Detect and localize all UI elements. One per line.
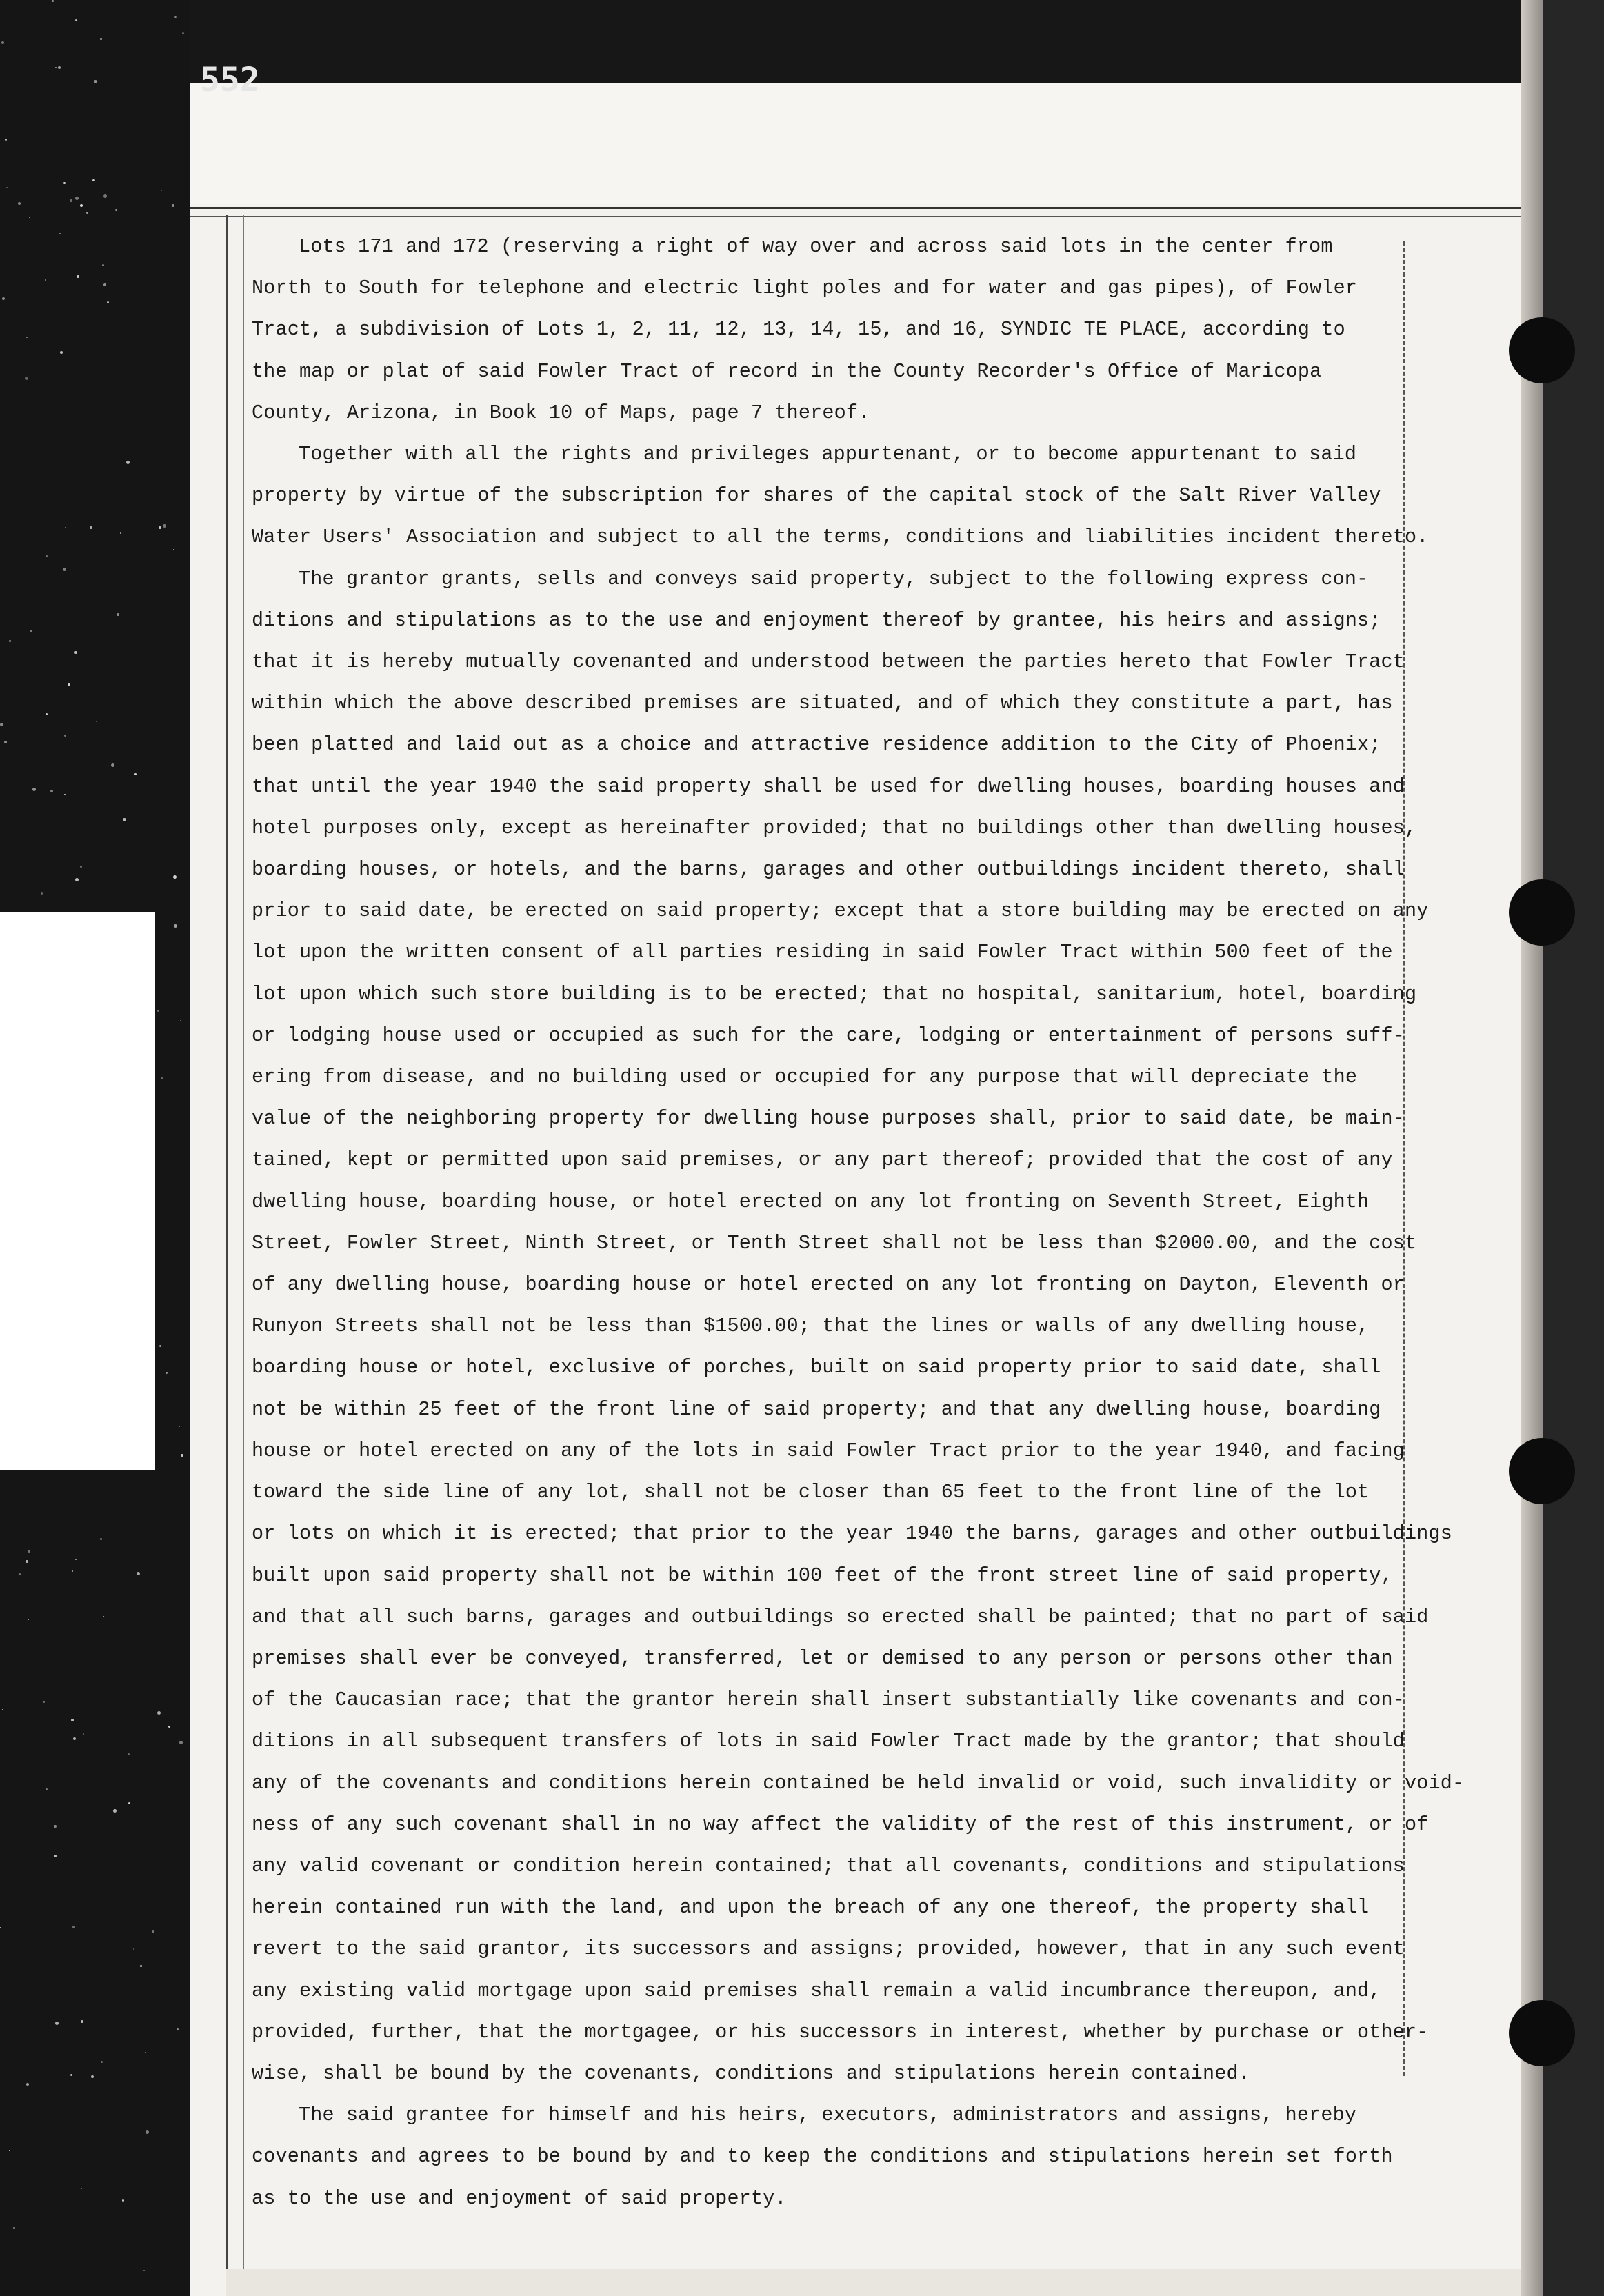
text-line: dwelling house, boarding house, or hotel erected on any lot fronting on Seventh Street, Eighth xyxy=(252,1190,1370,1213)
text-line: ditions in all subsequent transfers of lots in said Fowler Tract made by the grantor; that should xyxy=(252,1730,1405,1753)
text-line: revert to the said grantor, its successors and assigns; provided, however, that in any such event xyxy=(252,1937,1405,1961)
scan-speck xyxy=(80,866,82,868)
text-line: that until the year 1940 the said property shall be used for dwelling houses, boarding houses and xyxy=(252,775,1405,798)
scan-speck xyxy=(46,1788,48,1790)
scan-speck xyxy=(46,713,48,715)
scan-speck xyxy=(75,1559,77,1560)
text-line: or lodging house used or occupied as such for the care, lodging or entertainment of persons suff- xyxy=(252,1024,1405,1047)
scan-speck xyxy=(0,723,3,726)
scan-speck xyxy=(32,788,36,791)
scan-speck xyxy=(13,2227,15,2229)
scan-speck xyxy=(50,790,53,792)
scan-speck xyxy=(75,19,77,21)
text-line: prior to said date, be erected on said property; except that a store building may be erected on any xyxy=(252,899,1429,923)
scan-speck xyxy=(103,283,106,286)
text-line: Lots 171 and 172 (reserving a right of way over and across said lots in the center from xyxy=(299,235,1333,258)
scan-speck xyxy=(29,217,30,218)
scan-speck xyxy=(70,2074,72,2076)
scan-speck xyxy=(4,741,7,743)
paragraph-covenants xyxy=(252,559,1465,2095)
scan-speck xyxy=(123,818,126,821)
text-line: covenants and agrees to be bound by and to keep the conditions and stipulations herein set forth xyxy=(252,2145,1393,2168)
scan-speck xyxy=(2,297,5,300)
text-line: Runyon Streets shall not be less than $1500.00; that the lines or walls of any dwelling house, xyxy=(252,1315,1370,1338)
scan-speck xyxy=(128,1802,130,1804)
scan-speck xyxy=(122,2199,124,2202)
scan-speck xyxy=(179,1741,183,1744)
scan-speck xyxy=(80,204,83,207)
scan-speck xyxy=(94,80,97,83)
scan-speck xyxy=(43,1701,45,1703)
scan-speck xyxy=(75,197,79,200)
text-line: or lots on which it is erected; that prior to the year 1940 the barns, garages and other outbuildings xyxy=(252,1522,1452,1546)
scan-speck xyxy=(54,1825,57,1828)
scan-speck xyxy=(113,1809,117,1813)
punch-hole xyxy=(1509,2000,1575,2066)
text-line: of the Caucasian race; that the grantor herein shall insert substantially like covenants and con- xyxy=(252,1688,1405,1712)
scan-speck xyxy=(25,377,28,380)
scan-speck xyxy=(179,1426,180,1427)
text-line: ness of any such covenant shall in no way affect the validity of the rest of this instrument, or of xyxy=(252,1813,1429,1836)
text-line: Water Users' Association and subject to all the terms, conditions and liabilities incident thereto. xyxy=(252,526,1429,549)
scan-speck xyxy=(9,2150,10,2151)
top-paper-strip xyxy=(190,83,1521,204)
text-line: that it is hereby mutually covenanted and understood between the parties hereto that Fowler Tract xyxy=(252,650,1405,674)
scan-speck xyxy=(58,66,61,69)
text-line: and that all such barns, garages and outbuildings so erected shall be painted; that no part of said xyxy=(252,1605,1429,1628)
scan-speck xyxy=(71,1719,74,1721)
scan-speck xyxy=(81,2188,82,2189)
paragraph-legal-description xyxy=(252,226,1400,434)
scan-speck xyxy=(173,549,174,550)
scan-speck xyxy=(86,212,88,214)
top-scan-border xyxy=(190,0,1521,83)
text-line: house or hotel erected on any of the lots in said Fowler Tract prior to the year 1940, and facing xyxy=(252,1439,1405,1462)
scan-speck xyxy=(174,16,177,18)
scan-speck xyxy=(55,67,57,68)
scan-speck xyxy=(28,1619,29,1620)
punch-hole xyxy=(1509,879,1575,946)
scan-speck xyxy=(52,0,54,2)
scan-speck xyxy=(74,651,77,654)
scan-speck xyxy=(59,233,61,234)
scan-speck xyxy=(45,279,46,281)
scan-speck xyxy=(2,1709,3,1710)
scan-speck xyxy=(102,264,104,266)
left-margin-line xyxy=(226,215,228,2277)
text-line: toward the side line of any lot, shall not be closer than 65 feet to the front line of the lot xyxy=(252,1481,1370,1504)
scan-speck xyxy=(103,1616,104,1617)
text-line: ditions and stipulations as to the use and enjoyment thereof by grantee, his heirs and assigns; xyxy=(252,608,1381,632)
deed-body xyxy=(252,226,1465,2219)
scan-speck xyxy=(1,41,4,44)
text-line: the map or plat of said Fowler Tract of record in the County Recorder's Office of Maricopa xyxy=(252,359,1322,383)
header-rule xyxy=(190,207,1521,217)
text-line: not be within 25 feet of the front line of said property; and that any dwelling house, boarding xyxy=(252,1397,1381,1421)
scan-speck xyxy=(72,1570,73,1572)
scan-speck xyxy=(182,32,184,34)
scan-speck xyxy=(72,1926,75,1928)
scan-speck xyxy=(180,1020,181,1021)
scan-speck xyxy=(120,532,121,534)
text-line: wise, shall be bound by the covenants, conditions and stipulations herein contained. xyxy=(252,2062,1250,2085)
scan-speck xyxy=(60,351,63,354)
text-line: The grantor grants, sells and conveys said property, subject to the following express con- xyxy=(299,567,1369,590)
scan-speck xyxy=(28,1550,30,1553)
scan-speck xyxy=(181,1454,183,1457)
paragraph-water-rights xyxy=(252,434,1429,559)
text-line: lot upon which such store building is to be erected; that no hospital, sanitarium, hotel, boarding xyxy=(252,982,1417,1006)
scan-speck xyxy=(64,794,66,795)
scan-speck xyxy=(126,461,130,464)
scan-speck xyxy=(30,630,32,632)
right-margin-line xyxy=(1403,241,1405,2076)
text-line: any valid covenant or condition herein contained; that all covenants, conditions and stipulations xyxy=(252,1854,1405,1877)
scan-speck xyxy=(140,1965,142,1967)
scan-speck xyxy=(137,1572,140,1575)
scan-speck xyxy=(6,187,8,188)
text-line: Together with all the rights and privileges appurtenant, or to become appurtenant to said xyxy=(299,443,1357,466)
scan-speck xyxy=(90,526,92,529)
scan-speck xyxy=(26,2083,29,2086)
punch-hole xyxy=(1509,1438,1575,1504)
text-line: North to South for telephone and electric light poles and for water and gas pipes), of Fowler xyxy=(252,277,1358,300)
page-number: 552 xyxy=(200,61,260,99)
scan-speck xyxy=(157,1010,159,1012)
text-line: The said grantee for himself and his heirs, executors, administrators and assigns, hereby xyxy=(299,2104,1357,2127)
text-line: value of the neighboring property for dwelling house purposes shall, prior to said date, be main- xyxy=(252,1107,1405,1130)
scan-speck xyxy=(81,2020,83,2023)
punch-hole xyxy=(1509,317,1575,383)
scan-speck xyxy=(117,613,119,616)
scan-speck xyxy=(5,139,7,141)
scan-speck xyxy=(46,555,48,557)
text-line: tained, kept or permitted upon said premises, or any part thereof; provided that the cost of any xyxy=(252,1148,1393,1172)
scan-speck xyxy=(177,2028,179,2030)
text-line: premises shall ever be conveyed, transferred, let or demised to any person or persons other than xyxy=(252,1646,1393,1670)
scan-speck xyxy=(75,878,79,881)
scan-speck xyxy=(103,194,107,198)
scan-speck xyxy=(101,2061,103,2063)
scan-speck xyxy=(143,2270,145,2271)
scan-speck xyxy=(18,202,21,205)
text-line: lot upon the written consent of all parties residing in said Fowler Tract within 500 feet of the xyxy=(252,941,1393,964)
text-line: any existing valid mortgage upon said premises shall remain a valid incumbrance thereupon, and, xyxy=(252,1979,1381,2002)
scan-speck xyxy=(73,1737,76,1740)
text-line: hotel purposes only, except as hereinafter provided; that no buildings other than dwelling houses, xyxy=(252,816,1417,839)
scan-speck xyxy=(128,1753,130,1755)
scan-speck xyxy=(54,1855,57,1857)
scan-speck xyxy=(100,1538,102,1540)
scan-speck xyxy=(91,2075,94,2078)
scan-speck xyxy=(77,275,79,278)
scan-speck xyxy=(9,640,11,642)
text-line: as to the use and enjoyment of said property. xyxy=(252,2186,787,2210)
scan-speck xyxy=(0,1927,1,1928)
scan-speck xyxy=(41,892,43,895)
text-line: boarding houses, or hotels, and the barns, garages and other outbuildings incident thereto, shall xyxy=(252,858,1405,881)
scan-speck xyxy=(65,527,66,528)
text-line: been platted and laid out as a choice and attractive residence addition to the City of Phoenix; xyxy=(252,733,1381,757)
scan-speck xyxy=(96,721,97,722)
text-line: ering from disease, and no building used or occupied for any purpose that will depreciate the xyxy=(252,1066,1358,1089)
text-line: property by virtue of the subscription for shares of the capital stock of the Salt River Valley xyxy=(252,484,1381,508)
scan-speck xyxy=(93,179,95,181)
text-line: County, Arizona, in Book 10 of Maps, page 7 thereof. xyxy=(252,401,870,424)
scan-speck xyxy=(111,763,114,767)
scan-speck xyxy=(64,735,66,737)
scan-speck xyxy=(68,683,70,686)
scan-speck xyxy=(19,1573,21,1575)
scan-speck xyxy=(166,1372,168,1374)
left-paper-tab xyxy=(0,912,155,1470)
scan-speck xyxy=(63,182,66,184)
text-line: within which the above described premises are situated, and of which they constitute a part, has xyxy=(252,692,1393,715)
scan-speck xyxy=(107,301,109,303)
text-line: boarding house or hotel, exclusive of porches, built on said property prior to said date, shall xyxy=(252,1356,1381,1379)
text-line: any of the covenants and conditions herein contained be held invalid or void, such invalidity or void- xyxy=(252,1771,1465,1795)
text-line: built upon said property shall not be within 100 feet of the front street line of said property, xyxy=(252,1564,1393,1587)
scan-speck xyxy=(161,1077,163,1079)
text-line: herein contained run with the land, and upon the breach of any one thereof, the property shall xyxy=(252,1896,1370,1919)
scan-speck xyxy=(115,209,117,211)
scan-speck xyxy=(168,1726,170,1728)
scan-speck xyxy=(163,524,166,528)
scan-speck xyxy=(157,1711,161,1715)
scan-speck xyxy=(83,1733,84,1735)
scan-speck xyxy=(26,337,28,338)
scan-speck xyxy=(159,1345,161,1347)
text-line: Tract, a subdivision of Lots 1, 2, 11, 12, 13, 14, 15, and 16, SYNDIC TE PLACE, according to xyxy=(252,318,1345,341)
scan-speck xyxy=(70,199,72,202)
scan-speck xyxy=(100,38,102,40)
scan-speck xyxy=(159,526,161,529)
scan-speck xyxy=(133,1948,134,1950)
left-margin-line-inner xyxy=(243,215,244,2277)
text-line: provided, further, that the mortgagee, or his successors in interest, whether by purchase or other- xyxy=(252,2020,1429,2044)
scan-speck xyxy=(134,773,137,775)
scan-speck xyxy=(146,2130,149,2134)
scan-speck xyxy=(26,1560,28,1563)
scan-speck xyxy=(161,190,162,191)
scan-speck xyxy=(172,204,174,207)
text-line: Street, Fowler Street, Ninth Street, or Tenth Street shall not be less than $2000.00, and the cost xyxy=(252,1231,1417,1255)
scan-speck xyxy=(152,1930,154,1933)
scan-speck xyxy=(63,568,66,571)
bottom-paper-edge xyxy=(226,2269,1521,2296)
scan-speck xyxy=(145,2052,146,2053)
scan-speck xyxy=(173,875,177,879)
scan-speck xyxy=(55,2022,59,2025)
paragraph-grantee-agreement xyxy=(252,2095,1400,2219)
scan-speck xyxy=(174,924,177,928)
text-line: of any dwelling house, boarding house or hotel erected on any lot fronting on Dayton, Eleventh or xyxy=(252,1273,1405,1297)
